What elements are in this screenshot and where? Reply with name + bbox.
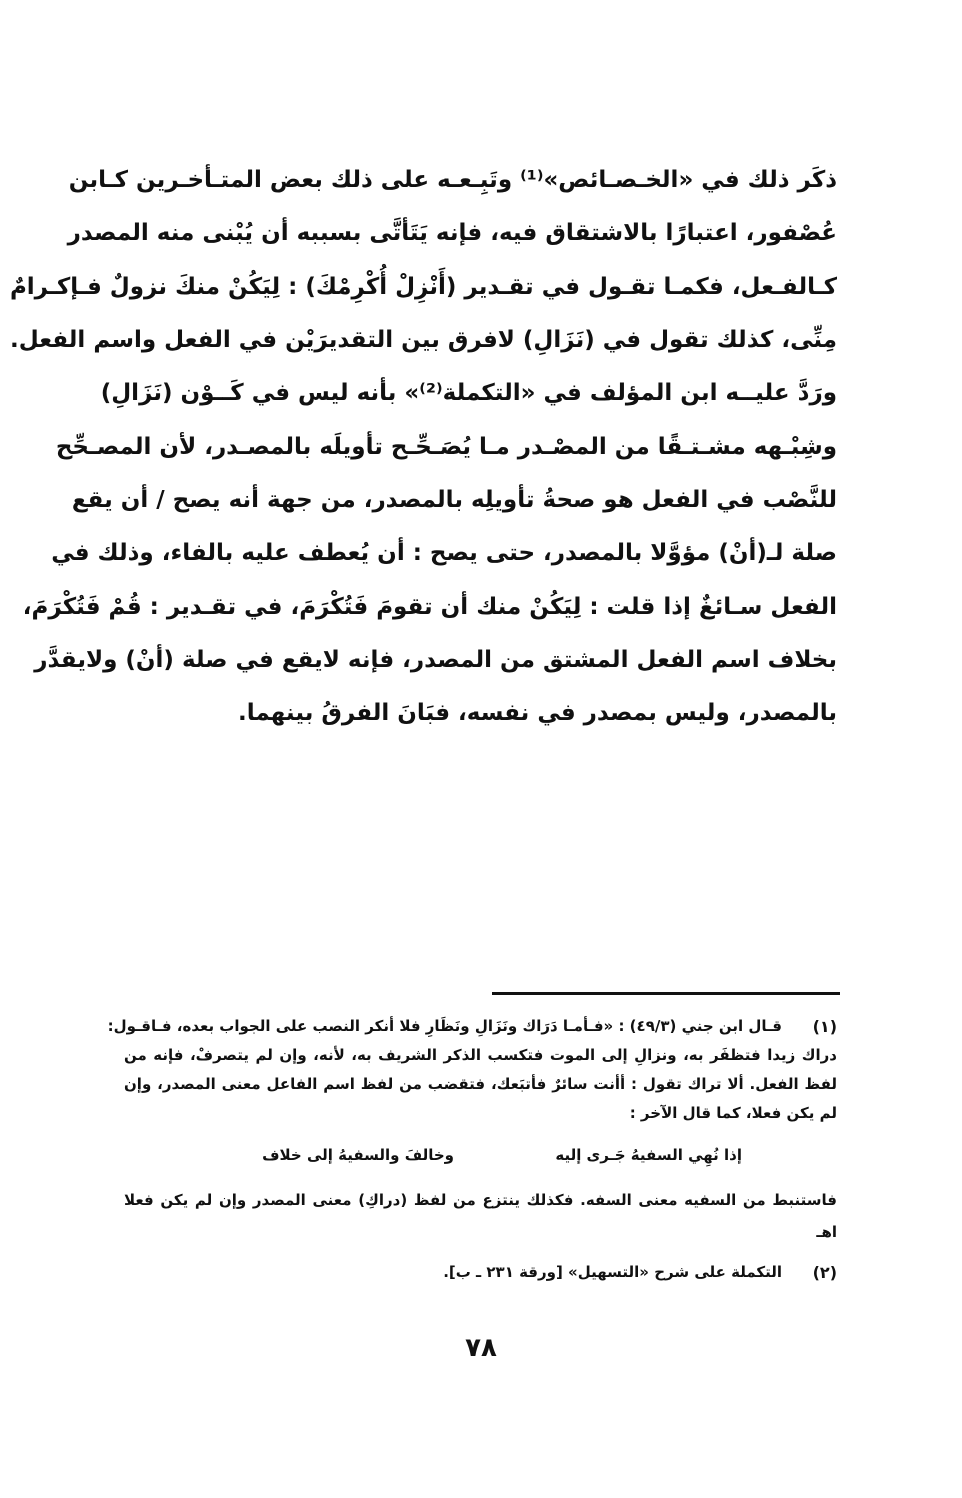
footnote-1-verse-first-hemistich: إذا نُهِي السفيهُ جَـرى إليه (555, 1146, 742, 1164)
footnote-2-number: (٢) (812, 1263, 837, 1282)
footnote-separator (492, 992, 840, 995)
page-number: ٧٨ (465, 1333, 497, 1363)
footnote-1-verse-second-hemistich: وخالفَ والسفيهُ إلى خلاف (262, 1146, 454, 1164)
body-line-6: وشِبْـهه مشـتـقًا من المصْـدر مـا يُصَـحِّـح تأويلَه بالمصـدر، لأن المصـحِّح (55, 434, 837, 460)
body-line-3: كـالفـعل، فكمـا تقـول في تقـدير (أَنْزِلْ أُكْرِمْكَ) : لِيَكُنْ منكَ نزولٌ فـإكـرامٌ (9, 274, 837, 300)
body-line-5: ورَدَّ عليــه ابن المؤلف في «التكملة⁽²⁾» بأنه ليس في كَــوْن (نَزَالِ) (100, 380, 837, 406)
body-line-10: بخلاف اسم الفعل المشتق من المصدر، فإنه لايقع في صلة (أنْ) ولايقدَّر (34, 647, 837, 673)
body-line-7: للنَّصْب في الفعل هو صحةُ تأويلِه بالمصدر، من جهة أنه يصح / أن يقع (71, 487, 837, 513)
footnote-1-line-3: لفظ الفعل. ألا تراك تقول : أأنت سائرٌ فأتبَعك، فتقضب من لفظ اسم الفاعل معنى المصدر، وإن (124, 1075, 837, 1093)
body-line-9: الفعل سـائغٌ إذا قلت : لِيَكُنْ منك أن تقومَ فَتُكْرَمَ، في تقـدير : قُمْ فَتُكْرَمَ، (22, 594, 837, 620)
footnote-1-line-2: دراك زيدا فتظفَر به، ونزالِ إلى الموت فتكسب الذكر الشريف به، لأنه، وإن لم يتصرفْ، فإنه من (124, 1046, 837, 1064)
body-line-2: عُصْفور، اعتبارًا بالاشتقاق فيه، فإنه يَتَأتَّى بسببه أن يُبْنى منه المصدر (67, 220, 837, 246)
body-line-4: مِنِّى، كذلك تقول في (نَزَالِ) لافرق بين التقديرَيْن في الفعل واسم الفعل. (9, 327, 837, 353)
footnote-1-line-6: اهـ (816, 1223, 837, 1241)
footnote-1-number: (١) (812, 1017, 837, 1036)
footnote-1-line-4: لم يكن فعلا، كما قال الآخر : (629, 1104, 837, 1122)
body-line-1: ذكَر ذلك في «الخـصـائص»⁽¹⁾ وتَبِـعـه على ذلك بعض المتـأخـرين كـابن (68, 167, 837, 193)
body-line-11: بالمصدر، وليس بمصدر في نفسه، فبَانَ الفرقُ بينهما. (237, 700, 837, 726)
footnote-1-line-5: فاستنبط من السفيه معنى السفه. فكذلك ينتزع من لفظ (دراكِ) معنى المصدر وإن لم يكن فعلا (124, 1191, 837, 1209)
footnote-2-text: التكملة على شرح «التسهيل» [ورقة ٢٣١ ـ ب]. (443, 1263, 782, 1281)
footnote-1-first-line: قـال ابن جني (٤٩/٣) : «فـأمـا دَرَاك ونَزَالِ ونَظَارِ فلا أنكر النصب على الجواب بعده، فـاقـول: (107, 1017, 782, 1035)
body-line-8: صلة لـ(أنْ) مؤوَّلا بالمصدر، حتى يصح : أن يُعطف عليه بالفاء، وذلك في (51, 540, 837, 566)
